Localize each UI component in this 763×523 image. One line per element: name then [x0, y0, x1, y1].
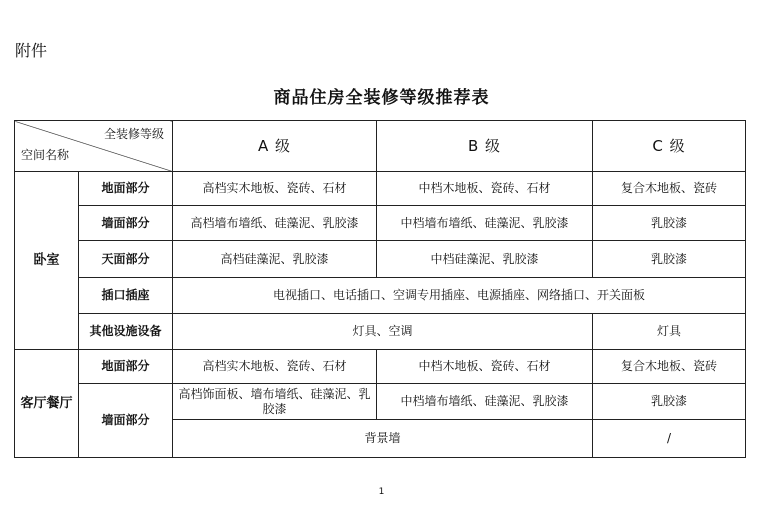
cell-a: 高档饰面板、墙布墙纸、硅藻泥、乳胶漆	[173, 384, 377, 420]
cell-ab: 灯具、空调	[173, 314, 593, 350]
space-living-dining: 客厅餐厅	[15, 350, 79, 458]
table-row	[15, 350, 746, 384]
corner-grade-label: 全装修等级	[103, 127, 164, 141]
cell-b: 中档硅藻泥、乳胶漆	[377, 241, 593, 278]
cell-c: 乳胶漆	[593, 206, 746, 241]
table-title: 商品住房全装修等级推荐表	[273, 88, 490, 108]
part-label: 地面部分	[79, 350, 173, 384]
table-row	[15, 172, 746, 206]
part-label: 其他设施设备	[79, 314, 173, 350]
table-row	[15, 241, 746, 278]
grade-b-header: B 级	[377, 121, 593, 172]
cell-a: 高档墙布墙纸、硅藻泥、乳胶漆	[173, 206, 377, 241]
part-label: 墙面部分	[79, 384, 173, 458]
cell-a: 高档实木地板、瓷砖、石材	[173, 172, 377, 206]
table-row	[15, 278, 746, 314]
header-row	[15, 121, 746, 172]
cell-c: 灯具	[593, 314, 746, 350]
grade-a-header: A 级	[173, 121, 377, 172]
cell-c: /	[593, 420, 746, 458]
cell-a: 高档硅藻泥、乳胶漆	[173, 241, 377, 278]
cell-c: 复合木地板、瓷砖	[593, 172, 746, 206]
cell-feature-wall: 背景墙	[173, 420, 593, 458]
page-number: 1	[378, 487, 385, 497]
cell-b: 中档墙布墙纸、硅藻泥、乳胶漆	[377, 206, 593, 241]
cell-c: 乳胶漆	[593, 241, 746, 278]
corner-header-cell	[15, 121, 173, 172]
attachment-label: 附件	[15, 41, 48, 60]
table-row	[15, 206, 746, 241]
cell-b: 中档木地板、瓷砖、石材	[377, 350, 593, 384]
cell-c: 乳胶漆	[593, 384, 746, 420]
corner-space-label: 空间名称	[21, 148, 70, 162]
cell-b: 中档墙布墙纸、硅藻泥、乳胶漆	[377, 384, 593, 420]
space-bedroom: 卧室	[15, 172, 79, 350]
part-label: 墙面部分	[79, 206, 173, 241]
cell-all-grades: 电视插口、电话插口、空调专用插座、电源插座、网络插口、开关面板	[173, 278, 746, 314]
cell-c: 复合木地板、瓷砖	[593, 350, 746, 384]
part-label: 天面部分	[79, 241, 173, 278]
table-row	[15, 384, 746, 420]
cell-a: 高档实木地板、瓷砖、石材	[173, 350, 377, 384]
table-row	[15, 314, 746, 350]
part-label: 插口插座	[79, 278, 173, 314]
grade-c-header: C 级	[593, 121, 746, 172]
part-label: 地面部分	[79, 172, 173, 206]
grade-table	[14, 120, 746, 458]
cell-b: 中档木地板、瓷砖、石材	[377, 172, 593, 206]
